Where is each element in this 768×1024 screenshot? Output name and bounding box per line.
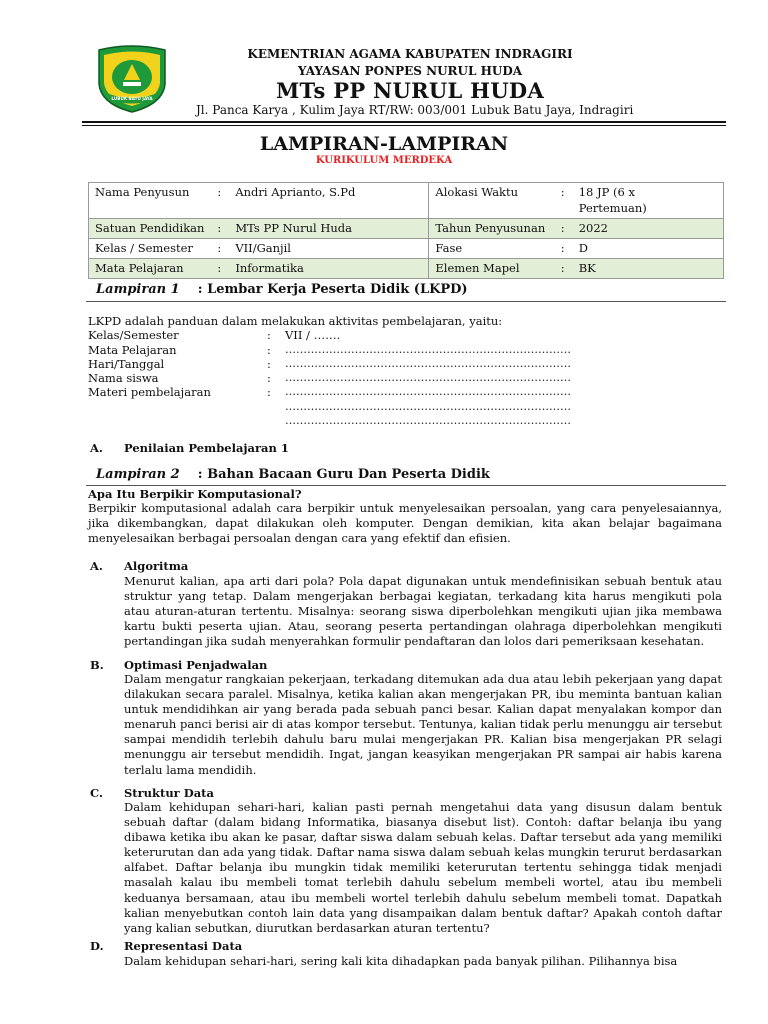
cell-label: Nama Penyusun: [89, 183, 214, 219]
cell-label: Satuan Pendidikan: [89, 219, 214, 239]
cell-value: 18 JP (6 x Pertemuan): [573, 183, 724, 219]
reading-heading: Apa Itu Berpikir Komputasional?: [88, 487, 302, 501]
logo-caption: LUBUK BATU JAYA: [111, 96, 153, 101]
cell-value: D: [573, 239, 724, 259]
lkpd-field-value: ……………………………………………………………………: [285, 371, 571, 384]
section-text: Dalam kehidupan sehari-hari, sering kali kita dihadapkan pada banyak pilihan. Pilihannya bisa: [124, 954, 678, 968]
lkpd-field-label: Nama siswa: [88, 371, 159, 385]
section-letter: B.: [90, 658, 104, 672]
lkpd-field-label: Kelas/Semester: [88, 328, 179, 342]
lkpd-field-value: VII / …….: [285, 328, 341, 342]
section-text: Menurut kalian, apa arti dari pola? Pola dapat digunakan untuk mendefinisikan sebuah bentuk atau struktur yang tetap. Dalam mengerjakan berbagai kegiatan, terkadang kita harus mengikuti pola atau aturan-aturan tertentu. Misalnya: seorang siswa diperbolehkan mengikuti ujian jika membawa kartu bukti peserta ujian. Atau, seorang peserta pertandingan olahraga diperbolehkan mengikuti pertandingan jika sudah menyerahkan formulir pendaftaran dan lolos dari pemeriksaan kesehatan.: [124, 574, 722, 649]
cell-label: Alokasi Waktu: [429, 183, 557, 219]
table-row: Satuan Pendidikan : MTs PP Nurul Huda Tahun Penyusunan : 2022: [89, 219, 724, 239]
table-row: Mata Pelajaran : Informatika Elemen Mapel : BK: [89, 259, 724, 279]
table-row: Nama Penyusun : Andri Aprianto, S.Pd Alokasi Waktu : 18 JP (6 x Pertemuan): [89, 183, 724, 219]
penilaian-letter: A.: [90, 441, 103, 455]
page-subtitle: KURIKULUM MERDEKA: [315, 155, 453, 166]
page-title: LAMPIRAN-LAMPIRAN: [259, 133, 509, 155]
section-title: Algoritma: [124, 559, 189, 573]
header-foundation: YAYASAN PONPES NURUL HUDA: [297, 64, 523, 78]
lkpd-field-label: Hari/Tanggal: [88, 357, 165, 371]
lkpd-field-label: Materi pembelajaran: [88, 385, 211, 399]
section-title: Representasi Data: [124, 939, 243, 953]
section-title: Struktur Data: [124, 786, 214, 800]
cell-value: 2022: [573, 219, 724, 239]
header-address: Jl. Panca Karya , Kulim Jaya RT/RW: 003/001 Lubuk Batu Jaya, Indragiri: [196, 103, 634, 117]
lampiran-1-divider: [86, 301, 726, 302]
header-school-name: MTs PP NURUL HUDA: [275, 78, 545, 103]
school-logo: [93, 44, 171, 114]
header-rule-thick: [82, 121, 726, 123]
cell-label: Kelas / Semester: [89, 239, 214, 259]
cell-label: Mata Pelajaran: [89, 259, 214, 279]
lkpd-field-value: ……………………………………………………………………: [285, 385, 571, 398]
cell-value: MTs PP Nurul Huda: [229, 219, 429, 239]
cell-value: VII/Ganjil: [229, 239, 429, 259]
lkpd-field-value: ……………………………………………………………………: [285, 357, 571, 370]
table-row: Kelas / Semester : VII/Ganjil Fase : D: [89, 239, 724, 259]
section-text: Dalam kehidupan sehari-hari, kalian pasti pernah mengetahui data yang disusun dalam bentuk sebuah daftar (dalam bidang Informatika, biasanya disebut list). Contoh: daftar belanja ibu yang dibawa ketika ibu akan ke pasar, daftar siswa dalam sebuah kelas. Daftar tersebut ada yang memiliki keterurutan dan ada yang tidak. Daftar nama siswa dalam sebuah kelas mungkin terurut berdasarkan alfabet. Daftar belanja ibu mungkin tidak memiliki keterurutan tertentu sehingga tidak menjadi masalah kalau ibu membeli tomat terlebih dahulu sebelum membeli wortel, atau ibu membeli keduanya bersamaan, atau ibu membeli wortel terlebih dahulu sebelum membeli tomat. Dapatkah kalian menyebutkan contoh lain data yang disampaikan dalam bentuk daftar? Apakah contoh daftar yang kalian sebutkan, diurutkan berdasarkan aturan tertentu?: [124, 800, 722, 935]
lkpd-intro: LKPD adalah panduan dalam melakukan aktivitas pembelajaran, yaitu:: [88, 314, 503, 328]
lampiran-2-divider: [86, 485, 726, 486]
lkpd-extra-dots: ……………………………………………………………………: [285, 414, 571, 427]
lkpd-field-value: ……………………………………………………………………: [285, 343, 571, 356]
lkpd-extra-dots: ……………………………………………………………………: [285, 400, 571, 413]
identity-table: [88, 182, 724, 279]
lampiran-1-heading: Lampiran 1 : Lembar Kerja Peserta Didik (LKPD): [96, 282, 468, 297]
section-letter: C.: [90, 786, 103, 800]
lampiran-2-heading: Lampiran 2 : Bahan Bacaan Guru Dan Peserta Didik: [96, 467, 490, 482]
cell-value: Informatika: [229, 259, 429, 279]
header-rule-thin: [82, 125, 726, 126]
cell-label: Elemen Mapel: [429, 259, 557, 279]
cell-value: BK: [573, 259, 724, 279]
section-title: Optimasi Penjadwalan: [124, 658, 268, 672]
section-text: Dalam mengatur rangkaian pekerjaan, terkadang ditemukan ada dua atau lebih pekerjaan yang dapat dilakukan secara paralel. Misalnya, ketika kalian akan mengerjakan PR, ibu meminta bantuan kalian untuk mendidihkan air yang berada pada sebuah panci besar. Kalian dapat menyalakan kompor dan menaruh panci berisi air di atas kompor tersebut. Tentunya, kalian tidak perlu menunggu air tersebut sampai mendidih terlebih dahulu baru mulai mengerjakan PR. Kalian bisa mengerjakan PR selagi menunggu air tersebut mendidih. Ingat, jangan keasyikan mengerjakan PR sampai air habis karena terlalu lama mendidih.: [124, 672, 722, 777]
lkpd-field-label: Mata Pelajaran: [88, 343, 177, 357]
cell-label: Fase: [429, 239, 557, 259]
penilaian-title: Penilaian Pembelajaran 1: [124, 441, 289, 455]
cell-value: Andri Aprianto, S.Pd: [229, 183, 429, 219]
cell-label: Tahun Penyusunan: [429, 219, 557, 239]
section-letter: A.: [90, 559, 103, 573]
header-ministry: KEMENTRIAN AGAMA KABUPATEN INDRAGIRI: [247, 47, 573, 61]
section-letter: D.: [90, 939, 104, 953]
reading-intro: Berpikir komputasional adalah cara berpikir untuk menyelesaikan persoalan, yang cara penyelesaiannya, jika dikembangkan, dapat dilakukan oleh komputer. Dengan demikian, kita akan belajar bagaimana menyelesaikan berbagai persoalan dengan cara yang efektif dan efisien.: [88, 501, 722, 546]
